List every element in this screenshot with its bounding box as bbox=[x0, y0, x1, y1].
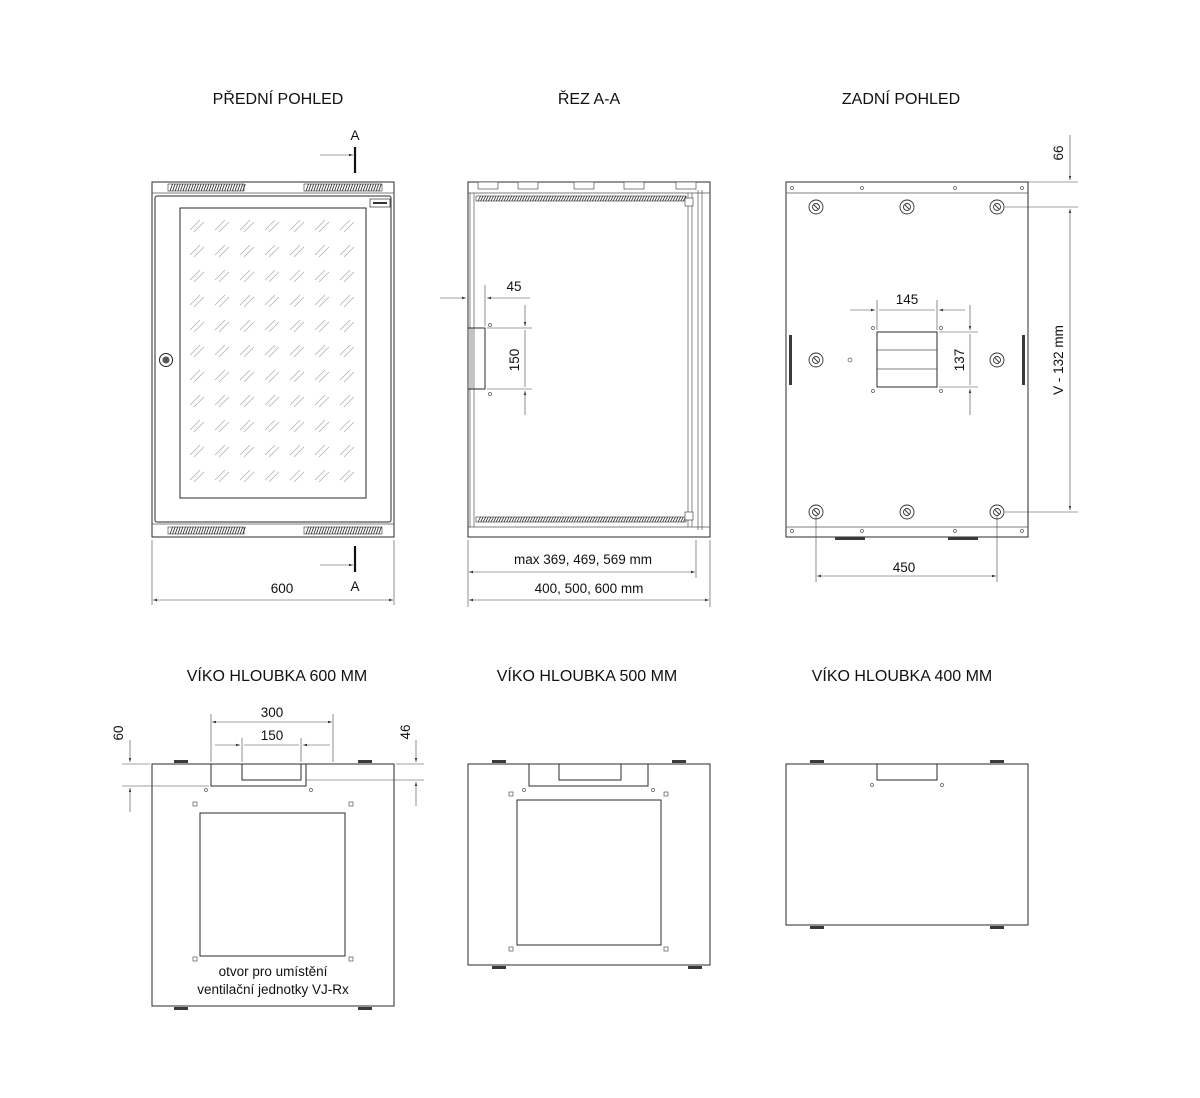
rear-view bbox=[786, 135, 1078, 582]
rear-dim-145: 145 bbox=[895, 292, 919, 307]
rear-mounting-holes bbox=[809, 200, 1004, 519]
section-dim-150: 150 bbox=[507, 348, 522, 372]
rear-dim-66: 66 bbox=[1051, 145, 1066, 161]
lid600-dim-300: 300 bbox=[260, 705, 284, 720]
section-top-vent bbox=[476, 196, 686, 201]
mounting-hole-icon bbox=[900, 200, 914, 214]
section-outer-depth: 400, 500, 600 mm bbox=[534, 581, 644, 596]
triton-logo-icon bbox=[370, 199, 390, 207]
lid500-view bbox=[468, 760, 710, 969]
lid600-note-line1: otvor pro umístění bbox=[218, 964, 328, 979]
front-cabinet-outline bbox=[152, 182, 394, 537]
bottom-vent-left bbox=[168, 527, 245, 534]
section-bottom-vent bbox=[476, 517, 686, 522]
front-view-title: PŘEDNÍ POHLED bbox=[212, 91, 344, 108]
lid400-cable-cutout bbox=[877, 764, 937, 780]
section-dim-45: 45 bbox=[506, 279, 522, 294]
top-vent-left bbox=[168, 184, 245, 191]
lid400-outline bbox=[786, 764, 1028, 925]
lid600-dim-150: 150 bbox=[260, 728, 284, 743]
lid400-view bbox=[786, 760, 1028, 929]
section-outline bbox=[468, 182, 710, 537]
rear-dim-450: 450 bbox=[892, 560, 916, 575]
rear-dim-137: 137 bbox=[952, 348, 967, 372]
lid500-outline bbox=[468, 764, 710, 965]
lid500-cable-cutout bbox=[529, 764, 648, 786]
section-mark-top: A bbox=[350, 128, 360, 143]
rear-dim-height: V - 132 mm bbox=[1051, 325, 1066, 395]
mounting-hole-icon bbox=[809, 200, 823, 214]
bottom-vent-right bbox=[304, 527, 382, 534]
lid600-fan-opening bbox=[200, 813, 345, 956]
rear-right-slot bbox=[1022, 335, 1025, 385]
section-inner-depth: max 369, 469, 569 mm bbox=[513, 552, 653, 567]
mounting-hole-icon bbox=[809, 353, 823, 367]
lid600-cable-cutout bbox=[211, 764, 306, 786]
lid600-note-line2: ventilační jednotky VJ-Rx bbox=[197, 982, 349, 997]
section-mark-bottom: A bbox=[350, 579, 360, 594]
lid600-dim-46: 46 bbox=[398, 724, 413, 740]
rear-view-title: ZADNÍ POHLED bbox=[841, 91, 961, 108]
mounting-hole-icon bbox=[990, 353, 1004, 367]
top-vent-right bbox=[304, 184, 382, 191]
front-door bbox=[155, 196, 391, 522]
section-view bbox=[440, 182, 710, 607]
mounting-hole-icon bbox=[990, 200, 1004, 214]
lid500-fan-opening bbox=[517, 800, 661, 945]
front-view bbox=[152, 128, 394, 605]
glass-hatch-pattern bbox=[190, 220, 354, 482]
section-view-title: ŘEZ A-A bbox=[557, 91, 621, 108]
lid400-title: VÍKO HLOUBKA 400 MM bbox=[811, 668, 993, 685]
front-width-dimension: 600 bbox=[270, 581, 294, 596]
lid600-view bbox=[111, 705, 424, 1010]
lid600-dim-60: 60 bbox=[111, 725, 126, 741]
lid600-title: VÍKO HLOUBKA 600 MM bbox=[186, 668, 368, 685]
rear-cable-entry bbox=[877, 332, 937, 387]
mounting-hole-icon bbox=[900, 505, 914, 519]
lock-icon bbox=[160, 354, 173, 367]
cable-entry bbox=[468, 328, 485, 389]
lid500-title: VÍKO HLOUBKA 500 MM bbox=[496, 668, 678, 685]
rear-left-slot bbox=[789, 335, 792, 385]
section-top-tabs bbox=[478, 182, 696, 189]
